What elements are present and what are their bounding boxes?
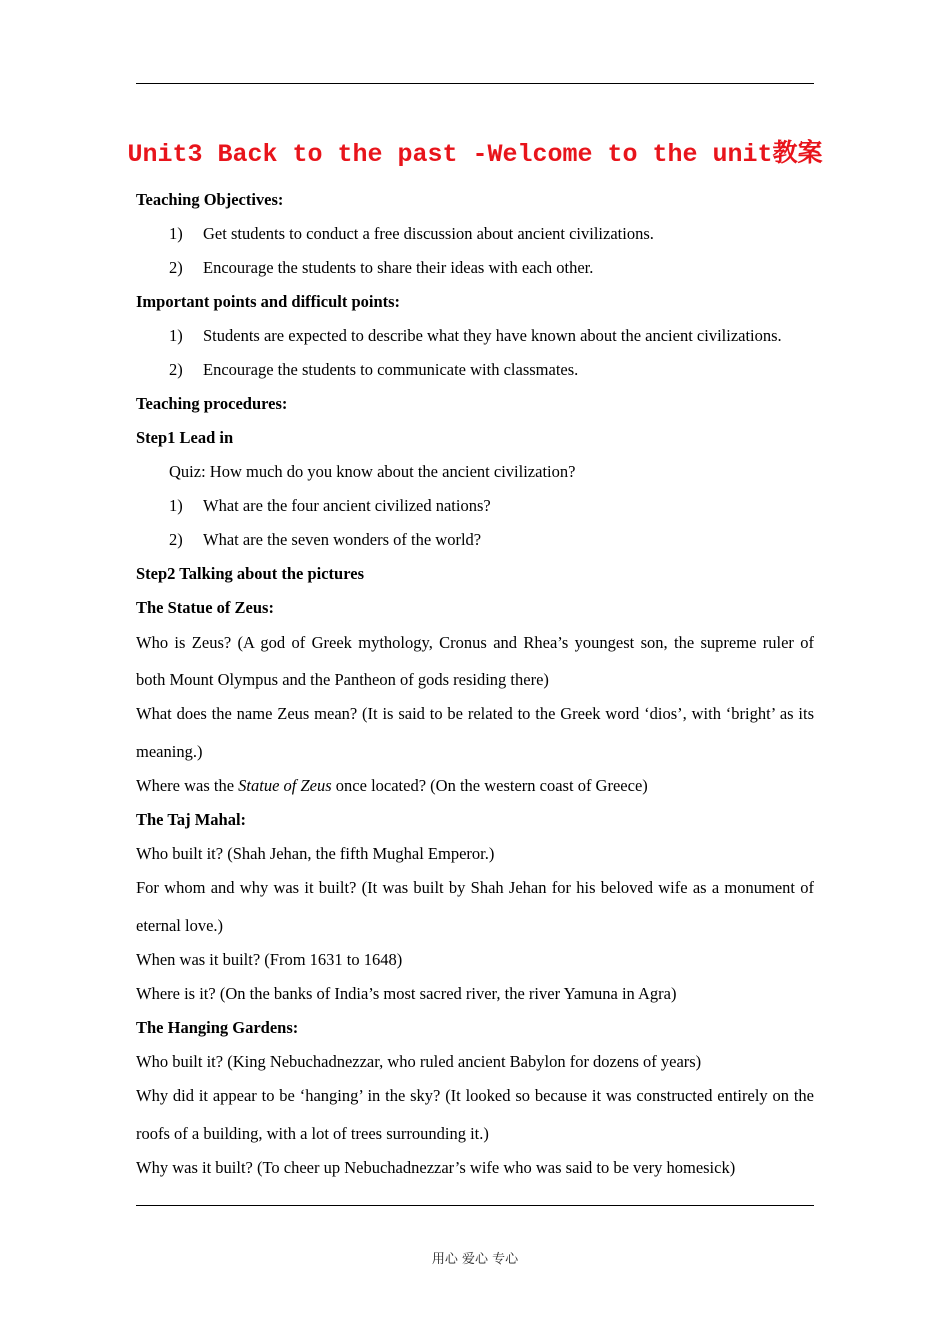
list-number: 1) (169, 496, 183, 515)
list-number: 2) (169, 530, 183, 549)
gardens-q1: Who built it? (King Nebuchadnezzar, who ruled ancient Babylon for dozens of years) (136, 1052, 702, 1071)
taj-q2-line1: For whom and why was it built? (It was built by Shah Jehan for his beloved wife as a monument of (136, 878, 814, 897)
taj-q2-line2: eternal love.) (136, 916, 224, 935)
gardens-heading: The Hanging Gardens: (136, 1018, 299, 1037)
list-number: 2) (169, 360, 183, 379)
zeus-q3-pre: Where was the (136, 776, 239, 795)
document-title: Unit3 Back to the past -Welcome to the unit教案 (127, 140, 823, 169)
list-item: What are the four ancient civilized nations? (203, 496, 491, 515)
zeus-q3-title: Statue of Zeus (238, 776, 332, 795)
step2-heading: Step2 Talking about the pictures (136, 564, 365, 583)
gardens-q3: Why was it built? (To cheer up Nebuchadnezzar’s wife who was said to be very homesick) (136, 1158, 736, 1177)
procedures-heading: Teaching procedures: (136, 394, 288, 413)
zeus-q3-post: once located? (On the western coast of Greece) (331, 776, 648, 795)
zeus-q2-line2: meaning.) (136, 742, 203, 761)
taj-q4: Where is it? (On the banks of India’s most sacred river, the river Yamuna in Agra) (136, 984, 677, 1003)
gardens-q2-line1: Why did it appear to be ‘hanging’ in the sky? (It looked so because it was constructed entirely on the (136, 1086, 814, 1105)
list-item: Encourage the students to communicate with classmates. (203, 360, 579, 379)
step1-heading: Step1 Lead in (136, 428, 234, 447)
taj-heading: The Taj Mahal: (136, 810, 247, 829)
zeus-heading: The Statue of Zeus: (136, 598, 274, 617)
taj-q1: Who built it? (Shah Jehan, the fifth Mughal Emperor.) (136, 844, 495, 863)
footer-rule (136, 1205, 814, 1206)
list-item: What are the seven wonders of the world? (203, 530, 482, 549)
page-footer: 用心 爱心 专心 (431, 1252, 519, 1267)
list-number: 1) (169, 326, 183, 345)
list-item: Get students to conduct a free discussion about ancient civilizations. (203, 224, 654, 243)
quiz-text: Quiz: How much do you know about the ancient civilization? (169, 462, 576, 481)
list-number: 1) (169, 224, 183, 243)
gardens-q2-line2: roofs of a building, with a lot of trees surrounding it.) (136, 1124, 489, 1143)
objectives-heading: Teaching Objectives: (136, 190, 284, 209)
zeus-q1-line1: Who is Zeus? (A god of Greek mythology, Cronus and Rhea’s youngest son, the supreme ruler of (136, 633, 814, 652)
zeus-q3 (136, 776, 648, 796)
zeus-q1-line2: both Mount Olympus and the Pantheon of gods residing there) (136, 670, 549, 689)
header-rule (136, 83, 814, 84)
list-item: Encourage the students to share their ideas with each other. (203, 258, 594, 277)
list-number: 2) (169, 258, 183, 277)
points-heading: Important points and difficult points: (136, 292, 401, 311)
taj-q3: When was it built? (From 1631 to 1648) (136, 950, 403, 969)
list-item: Students are expected to describe what they have known about the ancient civilizations. (203, 326, 782, 345)
zeus-q2-line1: What does the name Zeus mean? (It is said to be related to the Greek word ‘dios’, with ‘bright’ as its (136, 704, 814, 723)
